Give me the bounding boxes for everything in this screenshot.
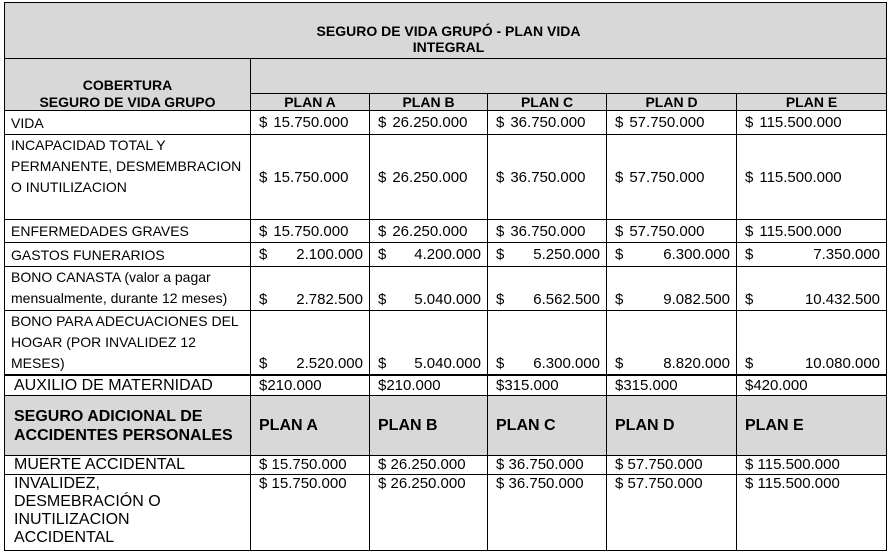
- amount: 10.432.500: [804, 291, 881, 308]
- maternity-value: $315.000: [488, 376, 607, 396]
- amount: $ 15.750.000: [251, 475, 370, 551]
- currency: $: [615, 246, 624, 263]
- currency: $: [259, 355, 268, 372]
- table-title-line1: SEGURO DE VIDA GRUPÓ - PLAN VIDA: [316, 23, 581, 39]
- currency: $: [745, 114, 754, 131]
- currency: $: [615, 168, 624, 186]
- amount: $ 115.500.000: [737, 475, 887, 551]
- row-label: MUERTE ACCIDENTAL: [5, 456, 251, 475]
- amount: 15.750.000: [273, 114, 349, 131]
- row-label: GASTOS FUNERARIOS: [5, 243, 251, 267]
- amount: 26.250.000: [392, 222, 468, 240]
- amount: 2.520.000: [296, 355, 363, 372]
- plan-c-header: PLAN C: [488, 94, 607, 111]
- table-row: [5, 135, 887, 220]
- coverage-subheader: SEGURO DE VIDA GRUPO: [5, 94, 251, 111]
- amount: 115.500.000: [759, 168, 842, 186]
- amount: 2.100.000: [296, 246, 363, 263]
- amount: 36.750.000: [510, 114, 586, 131]
- amount: $ 36.750.000: [488, 475, 607, 551]
- accident-insurance-table: [4, 375, 887, 551]
- amount: 6.300.000: [533, 355, 600, 372]
- life-insurance-table: [4, 2, 887, 375]
- plan-b-header: PLAN B: [370, 94, 488, 111]
- amount: 4.200.000: [414, 246, 481, 263]
- amount: 6.562.500: [533, 291, 600, 308]
- currency: $: [378, 355, 387, 372]
- row-label: BONO CANASTA (valor a pagar mensualmente, durante 12 meses): [5, 267, 251, 311]
- table-row: [5, 311, 887, 375]
- amount: 5.250.000: [533, 246, 600, 263]
- accident-header-row: [5, 396, 887, 456]
- amount: 8.820.000: [663, 355, 730, 372]
- table-row: [5, 267, 887, 311]
- maternity-value: $420.000: [737, 376, 887, 396]
- amount: $ 57.750.000: [607, 456, 737, 475]
- table-row: [5, 475, 887, 551]
- amount: 5.040.000: [414, 291, 481, 308]
- currency: $: [745, 222, 754, 240]
- currency: $: [378, 168, 387, 186]
- plans-header-spacer: [251, 59, 887, 94]
- currency: $: [378, 222, 387, 240]
- plan-e-header: PLAN E: [737, 94, 887, 111]
- amount: 57.750.000: [629, 222, 705, 240]
- coverage-header-line1: COBERTURA: [82, 76, 173, 93]
- currency: $: [615, 114, 624, 131]
- amount: $ 15.750.000: [251, 456, 370, 475]
- currency: $: [745, 246, 754, 263]
- currency: $: [259, 222, 268, 240]
- accident-plan-e-header: PLAN E: [737, 396, 887, 456]
- currency: $: [259, 168, 268, 186]
- maternity-value: $210.000: [251, 376, 370, 396]
- currency: $: [496, 291, 505, 308]
- table-row: [5, 243, 887, 267]
- table-row: [5, 456, 887, 475]
- table-row: [5, 220, 887, 243]
- accident-plan-c-header: PLAN C: [488, 396, 607, 456]
- amount: 5.040.000: [414, 355, 481, 372]
- currency: $: [378, 246, 387, 263]
- currency: $: [745, 168, 754, 186]
- currency: $: [496, 246, 505, 263]
- amount: 115.500.000: [759, 222, 842, 240]
- maternity-value: $315.000: [607, 376, 737, 396]
- table-row: [5, 111, 887, 135]
- maternity-row: [5, 376, 887, 396]
- accident-header: SEGURO ADICIONAL DE ACCIDENTES PERSONALES: [5, 396, 251, 456]
- currency: $: [496, 222, 505, 240]
- amount: 57.750.000: [629, 168, 705, 186]
- currency: $: [259, 114, 268, 131]
- amount: 2.782.500: [296, 291, 363, 308]
- table-title-line2: INTEGRAL: [412, 39, 485, 55]
- amount: 15.750.000: [273, 168, 349, 186]
- plan-d-header: PLAN D: [607, 94, 737, 111]
- amount: 26.250.000: [392, 168, 468, 186]
- amount: $ 36.750.000: [488, 456, 607, 475]
- amount: 7.350.000: [813, 246, 881, 263]
- amount: 115.500.000: [759, 114, 842, 131]
- currency: $: [615, 355, 624, 372]
- currency: $: [745, 355, 754, 372]
- amount: 9.082.500: [663, 291, 730, 308]
- amount: $ 115.500.000: [737, 456, 887, 475]
- accident-plan-b-header: PLAN B: [370, 396, 488, 456]
- coverage-header: [5, 59, 251, 94]
- currency: $: [259, 246, 268, 263]
- currency: $: [615, 291, 624, 308]
- accident-plan-d-header: PLAN D: [607, 396, 737, 456]
- amount: $ 26.250.000: [370, 456, 488, 475]
- amount: 36.750.000: [510, 168, 586, 186]
- row-label: INCAPACIDAD TOTAL Y PERMANENTE, DESMEMBRACION O INUTILIZACION: [5, 135, 251, 220]
- maternity-label: AUXILIO DE MATERNIDAD: [5, 376, 251, 396]
- maternity-value: $210.000: [370, 376, 488, 396]
- amount: 6.300.000: [663, 246, 730, 263]
- amount: 15.750.000: [273, 222, 349, 240]
- amount: 10.080.000: [804, 355, 881, 372]
- currency: $: [496, 168, 505, 186]
- accident-plan-a-header: PLAN A: [251, 396, 370, 456]
- amount: 26.250.000: [392, 114, 468, 131]
- amount: 36.750.000: [510, 222, 586, 240]
- table-title: [5, 3, 887, 59]
- row-label: BONO PARA ADECUACIONES DEL HOGAR (POR INVALIDEZ 12 MESES): [5, 311, 251, 375]
- row-label: INVALIDEZ, DESMEBRACIÓN O INUTILIZACION ACCIDENTAL: [5, 475, 251, 551]
- plan-a-header: PLAN A: [251, 94, 370, 111]
- row-label: ENFERMEDADES GRAVES: [5, 220, 251, 243]
- currency: $: [496, 355, 505, 372]
- currency: $: [378, 291, 387, 308]
- amount: 57.750.000: [629, 114, 705, 131]
- currency: $: [378, 114, 387, 131]
- currency: $: [615, 222, 624, 240]
- amount: $ 57.750.000: [607, 475, 737, 551]
- amount: $ 26.250.000: [370, 475, 488, 551]
- currency: $: [745, 291, 754, 308]
- currency: $: [259, 291, 268, 308]
- currency: $: [496, 114, 505, 131]
- row-label: VIDA: [5, 111, 251, 135]
